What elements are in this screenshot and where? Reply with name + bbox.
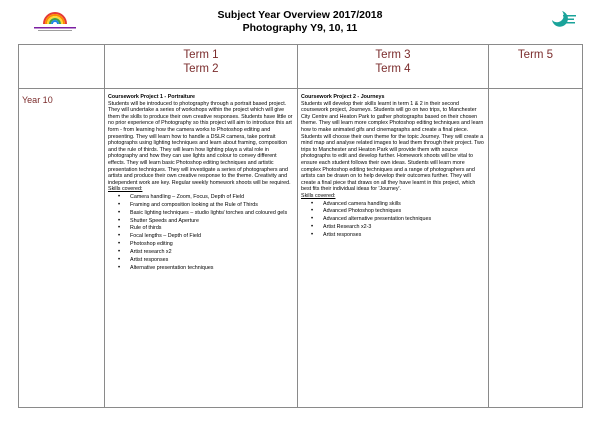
project-2-title: Coursework Project 2 - Journeys (301, 94, 385, 100)
project-1-skills-label: Skills covered: (108, 186, 143, 193)
project-1-description: Students will be introduced to photography through a portrait based project. They will undertake a series of workshops within the project which will give them the skills to produce their own creative responses. Students have little or no prior experience of Photography so this project will aim to introduce this art form - from learning how the camera works to Photoshop editing and presenting. They will learn how to handle a DSLR camera, take portrait photographs using lighting techniques and learn about framing, composition and the rule of thirds. They will learn how lighting plays a vital role in photography and how they can use lights and colour to convey different effects. They will learn basic Photoshop editing techniques and artistic presentation techniques. They will investigate a series of photographers and artists and produce their own creative response to the theme. Creativity and independent work are key. Regular weekly homework shoots will be required. (108, 100, 293, 186)
list-item: • Artist Research x2-3 (323, 224, 485, 231)
project-1-cell (105, 89, 298, 408)
list-item: • Rule of thirds (130, 225, 294, 232)
list-item: • Advanced Photoshop techniques (323, 208, 485, 215)
list-item: • Alternative presentation techniques (130, 265, 294, 272)
year-label: Year 10 (22, 95, 53, 105)
project-2-cell (298, 89, 489, 408)
project-1-title: Coursework Project 1 - Portraiture (108, 94, 196, 100)
list-item: • Framing and composition looking at the Rule of Thirds (130, 202, 294, 209)
term-3-label: Term 3 (375, 49, 411, 61)
list-item: • Focal lengths – Depth of Field (130, 233, 294, 240)
project-1-skills-list (108, 194, 294, 272)
list-item: • Camera handling – Zoom, Focus, Depth of Field (130, 194, 294, 201)
term-5-cell (489, 89, 583, 408)
term-5-label: Term 5 (517, 49, 554, 61)
list-item: • Advanced camera handling skills (323, 201, 485, 208)
term-header-row (19, 45, 583, 89)
project-2-skills-list (301, 201, 485, 239)
term-5-header (489, 45, 583, 89)
document-header (0, 9, 600, 35)
list-item: • Artist research x2 (130, 249, 294, 256)
list-item: • Artist responses (130, 257, 294, 264)
term-2-label: Term 2 (183, 63, 219, 75)
term-4-label: Term 4 (375, 63, 411, 75)
list-item: • Advanced alternative presentation techniques (323, 216, 485, 223)
list-item: • Shutter Speeds and Aperture (130, 218, 294, 225)
term-1-label: Term 1 (183, 49, 219, 61)
year-10-row (19, 89, 583, 408)
project-2-skills-label: Skills covered: (301, 192, 336, 199)
project-2-description: Students will develop their skills learnt in term 1 & 2 in their second coursework project, Journeys. Students will go on two trips, to Manchester City Centre and Heaton Park to gather photographs based on their chosen theme. They will learn more complex Photoshop editing techniques and learn how to make animated gifs and cinemagraphs and create a final piece. Students will choose their own theme for the topic Journey. They will create a mind map and analyse related images to lead them through their project. Two trips to Manchester and Heaton Park will provide them with source photographs to edit and develop further. Homework shoots will be vital to ensure each student follows their own ideas. Students will learn more complex Photoshop editing techniques and a range of photographers and artists can be drawn on to help develop their outcomes further. They will create a final piece that draws on all they have learnt in this project, which best fits their individual ideas for 'Journey'. (301, 100, 484, 193)
year-cell (19, 89, 105, 408)
term-1-2-header (105, 45, 298, 89)
empty-header-cell (19, 45, 105, 89)
list-item: • Basic lighting techniques – studio lights/ torches and coloured gels (130, 210, 294, 217)
list-item: • Artist responses (323, 232, 485, 239)
term-3-4-header (298, 45, 489, 89)
list-item: • Photoshop editing (130, 241, 294, 248)
document-subtitle: Photography Y9, 10, 11 (242, 22, 358, 34)
overview-table (18, 44, 583, 408)
document-title: Subject Year Overview 2017/2018 (217, 9, 383, 21)
